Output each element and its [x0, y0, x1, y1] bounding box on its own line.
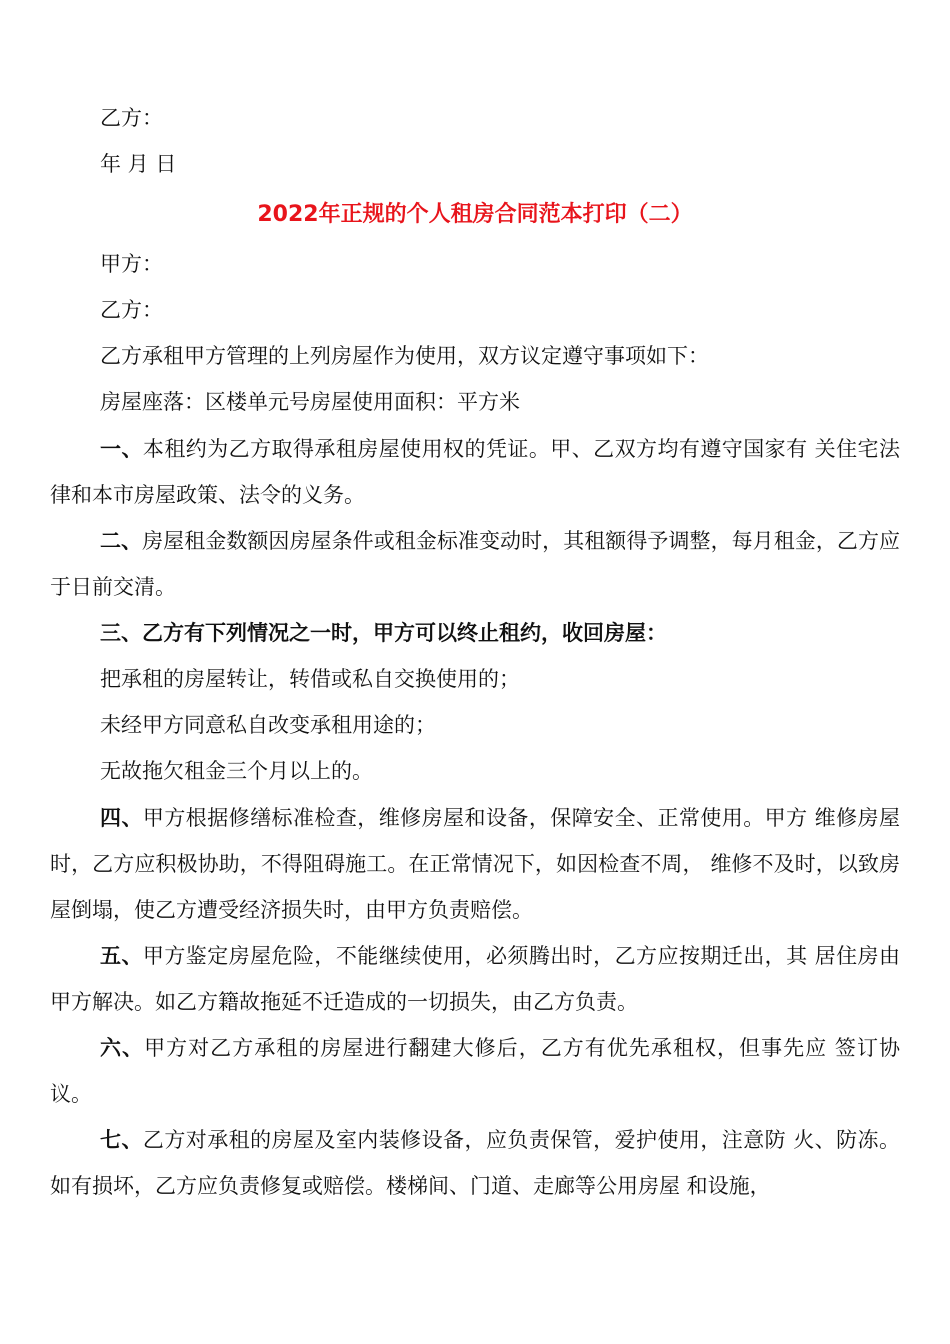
location-text: 房屋座落：区楼单元号房屋使用面积：平方米	[100, 390, 520, 414]
clause-7	[50, 1117, 900, 1209]
document-title: 2022年正规的个人租房合同范本打印（二）	[257, 202, 693, 227]
clause-number: 四、	[100, 806, 143, 830]
top-party-b-label: 乙方：	[100, 106, 163, 130]
clause-4	[50, 795, 900, 933]
clause-1	[50, 426, 900, 518]
clause-text: 乙方对承租的房屋及室内装修设备，应负责保管，爱护使用，注意防 火、防冻。如有损坏，乙方应负责修复或赔偿。楼梯间、门道、走廊等公用房屋 和设施，	[50, 1128, 900, 1198]
party-b-label: 乙方：	[100, 298, 163, 322]
intro-text: 乙方承租甲方管理的上列房屋作为使用，双方议定遵守事项如下：	[100, 344, 709, 368]
clause-number: 七、	[100, 1128, 143, 1152]
clause-text: 本租约为乙方取得承租房屋使用权的凭证。甲、乙双方均有遵守国家有 关住宅法律和本市房屋政策、法令的义务。	[50, 437, 900, 507]
party-a-label: 甲方：	[100, 252, 163, 276]
clause-5	[50, 933, 900, 1025]
clause-text: 甲方鉴定房屋危险，不能继续使用，必须腾出时，乙方应按期迁出，其 居住房由甲方解决。如乙方籍故拖延不迁造成的一切损失，由乙方负责。	[50, 944, 900, 1014]
termination-item-1: 把承租的房屋转让，转借或私自交换使用的；	[100, 667, 520, 691]
clause-number: 六、	[100, 1036, 145, 1060]
clause-3	[50, 610, 900, 656]
termination-item-2: 未经甲方同意私自改变承租用途的；	[100, 713, 436, 737]
clause-number: 二、	[100, 529, 143, 553]
clause-number: 五、	[100, 944, 143, 968]
termination-item-3: 无故拖欠租金三个月以上的。	[100, 759, 373, 783]
date-line: 年 月 日	[100, 152, 177, 176]
clause-text: 甲方根据修缮标准检查，维修房屋和设备，保障安全、正常使用。甲方 维修房屋时，乙方应积极协助，不得阻碍施工。在正常情况下，如因检查不周， 维修不及时，以致房屋倒塌，使乙方遭受经济损失时，由甲方负责赔偿。	[50, 806, 900, 922]
clause-text: 房屋租金数额因房屋条件或租金标准变动时，其租额得予调整，每月租金，乙方应于日前交清。	[50, 529, 900, 599]
clause-2	[50, 518, 900, 610]
clause-6	[50, 1025, 900, 1117]
clause-number: 三、	[100, 621, 142, 645]
clause-text: 乙方有下列情况之一时，甲方可以终止租约，收回房屋：	[142, 621, 667, 645]
clause-text: 甲方对乙方承租的房屋进行翻建大修后，乙方有优先承租权，但事先应 签订协议。	[50, 1036, 900, 1106]
clause-number: 一、	[100, 437, 143, 461]
